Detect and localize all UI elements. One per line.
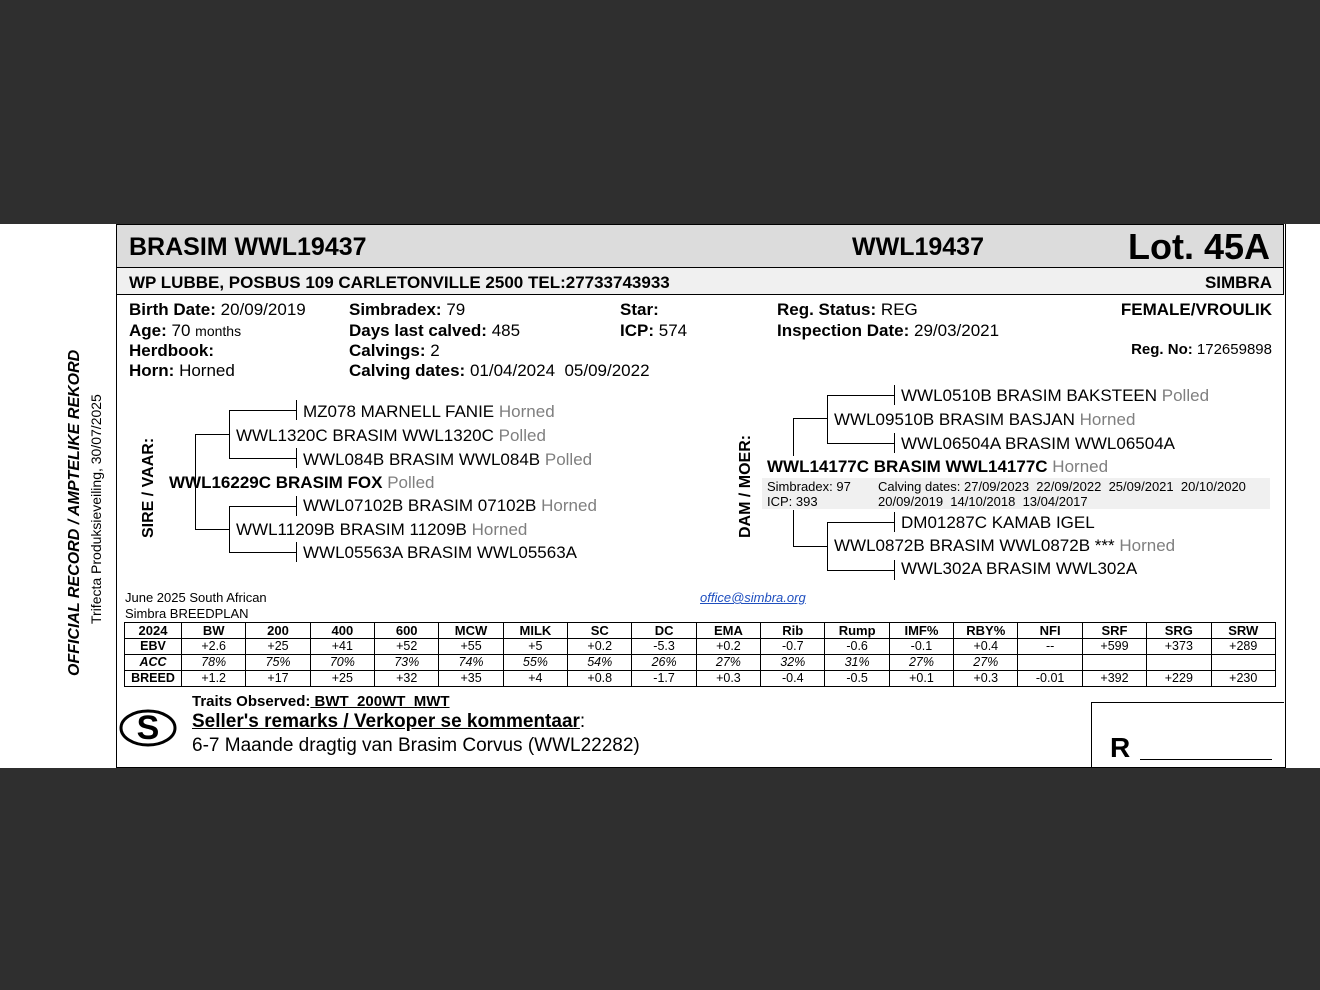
breed-cell: -0.4 <box>761 671 825 687</box>
acc-cell <box>1147 655 1211 671</box>
headers-cell: BW <box>182 623 246 639</box>
breed-cell: BREED <box>125 671 182 687</box>
breed-cell: +0.3 <box>954 671 1018 687</box>
horn: Horn: Horned <box>129 361 235 380</box>
sire-sire: WWL1320C BRASIM WWL1320C Polled <box>236 426 546 445</box>
star: Star: <box>620 300 659 319</box>
dam-sire-sire: WWL0510B BRASIM BAKSTEEN Polled <box>901 386 1210 405</box>
simbra-logo-icon <box>118 702 178 752</box>
inspection-date: Inspection Date: 29/03/2021 <box>777 321 1000 340</box>
birth-date: Birth Date: 20/09/2019 <box>129 300 306 319</box>
ebv-cell: +5 <box>503 639 567 655</box>
dam-icp: ICP: 393 <box>767 494 818 509</box>
ebv-cell: +0.2 <box>568 639 632 655</box>
acc-cell: ACC <box>125 655 182 671</box>
ebv-table <box>124 622 1276 687</box>
calvings: Calvings: 2 <box>349 341 440 360</box>
headers-cell: MILK <box>503 623 567 639</box>
headers-cell: 2024 <box>125 623 182 639</box>
acc-cell: 54% <box>568 655 632 671</box>
ebv-cell: +52 <box>375 639 439 655</box>
ebv-cell: -0.7 <box>761 639 825 655</box>
acc-cell: 26% <box>632 655 696 671</box>
dam-side-label: DAM / MOER: <box>737 434 754 538</box>
acc-cell <box>1082 655 1146 671</box>
breed-cell: +0.8 <box>568 671 632 687</box>
acc-cell: 32% <box>761 655 825 671</box>
headers-cell: NFI <box>1018 623 1082 639</box>
headers-cell: EMA <box>696 623 760 639</box>
ebv-cell: +373 <box>1147 639 1211 655</box>
ebv-cell: +0.4 <box>954 639 1018 655</box>
official-record-label: OFFICIAL RECORD / AMPTELIKE REKORD <box>66 349 83 676</box>
ebv-cell: +2.6 <box>182 639 246 655</box>
dam-calving-dates-1: Calving dates: 27/09/2023 22/09/2022 25/09/2021 20/10/2020 <box>878 479 1246 494</box>
days-last-calved: Days last calved: 485 <box>349 321 521 340</box>
headers-cell: 400 <box>310 623 374 639</box>
acc-cell: 75% <box>246 655 310 671</box>
acc-cell: 74% <box>439 655 503 671</box>
breed-cell: +32 <box>375 671 439 687</box>
breed-cell: +35 <box>439 671 503 687</box>
acc-cell: 73% <box>375 655 439 671</box>
dam-calving-dates-2: 20/09/2019 14/10/2018 13/04/2017 <box>878 494 1088 509</box>
breed-cell: +230 <box>1211 671 1276 687</box>
dam-simbradex: Simbradex: 97 <box>767 479 851 494</box>
breed-cell: +1.2 <box>182 671 246 687</box>
animal-name: BRASIM WWL19437 <box>129 233 367 261</box>
ebv-cell: -5.3 <box>632 639 696 655</box>
icp: ICP: 574 <box>620 321 688 340</box>
remarks-text: 6-7 Maande dragtig van Brasim Corvus (WWL22282) <box>192 735 640 756</box>
price-r-label: R <box>1110 732 1131 763</box>
ebv-cell: +599 <box>1082 639 1146 655</box>
headers-cell: SRW <box>1211 623 1276 639</box>
dam-sire-dam: WWL06504A BRASIM WWL06504A <box>901 434 1176 453</box>
acc-cell: 27% <box>889 655 953 671</box>
acc-cell: 27% <box>696 655 760 671</box>
ebv-cell: +55 <box>439 639 503 655</box>
breed-row <box>125 671 1276 687</box>
acc-cell: 31% <box>825 655 889 671</box>
headers-cell: IMF% <box>889 623 953 639</box>
headers-cell: 600 <box>375 623 439 639</box>
svg-text:S: S <box>136 709 160 747</box>
ebv-cell: -- <box>1018 639 1082 655</box>
breed-cell: -1.7 <box>632 671 696 687</box>
sire-sire-sire: MZ078 MARNELL FANIE Horned <box>303 402 555 421</box>
reg-no: Reg. No: 172659898 <box>1131 341 1272 358</box>
ebv-cell: +41 <box>310 639 374 655</box>
sire-dam: WWL11209B BRASIM 11209B Horned <box>236 520 528 539</box>
breed-cell: +25 <box>310 671 374 687</box>
breed-cell: +17 <box>246 671 310 687</box>
acc-cell <box>1018 655 1082 671</box>
lot-card-sheet <box>0 224 1320 768</box>
sire-name: WWL16229C BRASIM FOX Polled <box>169 473 435 492</box>
sire-dam-sire: WWL07102B BRASIM 07102B Horned <box>303 496 597 515</box>
dam-name: WWL14177C BRASIM WWL14177C Horned <box>767 457 1109 476</box>
dam-dam-sire: DM01287C KAMAB IGEL <box>901 513 1095 532</box>
breed-cell: -0.5 <box>825 671 889 687</box>
simbradex: Simbradex: 79 <box>349 300 466 319</box>
reg-status: Reg. Status: REG <box>777 300 918 319</box>
auction-label: Trifecta Produksieveiling, 30/07/2025 <box>88 394 104 624</box>
acc-cell: 27% <box>954 655 1018 671</box>
ebv-cell: +25 <box>246 639 310 655</box>
sire-side-label: SIRE / VAAR: <box>140 437 157 538</box>
ebv-cell: -0.6 <box>825 639 889 655</box>
acc-cell: 55% <box>503 655 567 671</box>
ebv-cell: EBV <box>125 639 182 655</box>
breed-cell: -0.01 <box>1018 671 1082 687</box>
breed-cell: +0.3 <box>696 671 760 687</box>
dam-dam-dam: WWL302A BRASIM WWL302A <box>901 559 1138 578</box>
calving-dates: Calving dates: 01/04/2024 05/09/2022 <box>349 361 650 380</box>
acc-cell: 78% <box>182 655 246 671</box>
headers-cell: DC <box>632 623 696 639</box>
headers-cell: SRF <box>1082 623 1146 639</box>
dam-sire: WWL09510B BRASIM BASJAN Horned <box>834 410 1136 429</box>
lot-number: Lot. 45A <box>1127 226 1270 267</box>
acc-cell <box>1211 655 1276 671</box>
traits-observed: Traits Observed: BWT 200WT MWT <box>192 693 450 710</box>
breed-cell: +4 <box>503 671 567 687</box>
breed-cell: +229 <box>1147 671 1211 687</box>
breedplan-line2: Simbra BREEDPLAN <box>125 606 249 621</box>
headers-cell: SRG <box>1147 623 1211 639</box>
herdbook: Herdbook: <box>129 341 214 360</box>
breedplan-line1: June 2025 South African <box>125 590 267 605</box>
age: Age: 70 months <box>129 321 242 340</box>
ebv-cell: +289 <box>1211 639 1276 655</box>
headers-cell: MCW <box>439 623 503 639</box>
breeder-address: WP LUBBE, POSBUS 109 CARLETONVILLE 2500 TEL:27733743933 <box>129 273 670 292</box>
sire-dam-dam: WWL05563A BRASIM WWL05563A <box>303 543 578 562</box>
email-link[interactable]: office@simbra.org <box>700 590 806 605</box>
headers-cell: SC <box>568 623 632 639</box>
remarks-heading: Seller's remarks / Verkoper se kommentaar: <box>192 711 586 732</box>
ebv-cell: +0.2 <box>696 639 760 655</box>
headers-cell: Rump <box>825 623 889 639</box>
breed-cell: +0.1 <box>889 671 953 687</box>
sire-sire-dam: WWL084B BRASIM WWL084B Polled <box>303 450 593 469</box>
dam-dam: WWL0872B BRASIM WWL0872B *** Horned <box>834 536 1176 555</box>
acc-row <box>125 655 1276 671</box>
animal-id: WWL19437 <box>852 233 984 261</box>
ebv-cell: -0.1 <box>889 639 953 655</box>
acc-cell: 70% <box>310 655 374 671</box>
headers-cell: Rib <box>761 623 825 639</box>
headers-cell: RBY% <box>954 623 1018 639</box>
ebv-header-row <box>125 623 1276 639</box>
ebv-row <box>125 639 1276 655</box>
price-line <box>1140 759 1272 760</box>
breed-cell: +392 <box>1082 671 1146 687</box>
breed-name: SIMBRA <box>1204 273 1272 292</box>
sex: FEMALE/VROULIK <box>1120 300 1272 319</box>
headers-cell: 200 <box>246 623 310 639</box>
